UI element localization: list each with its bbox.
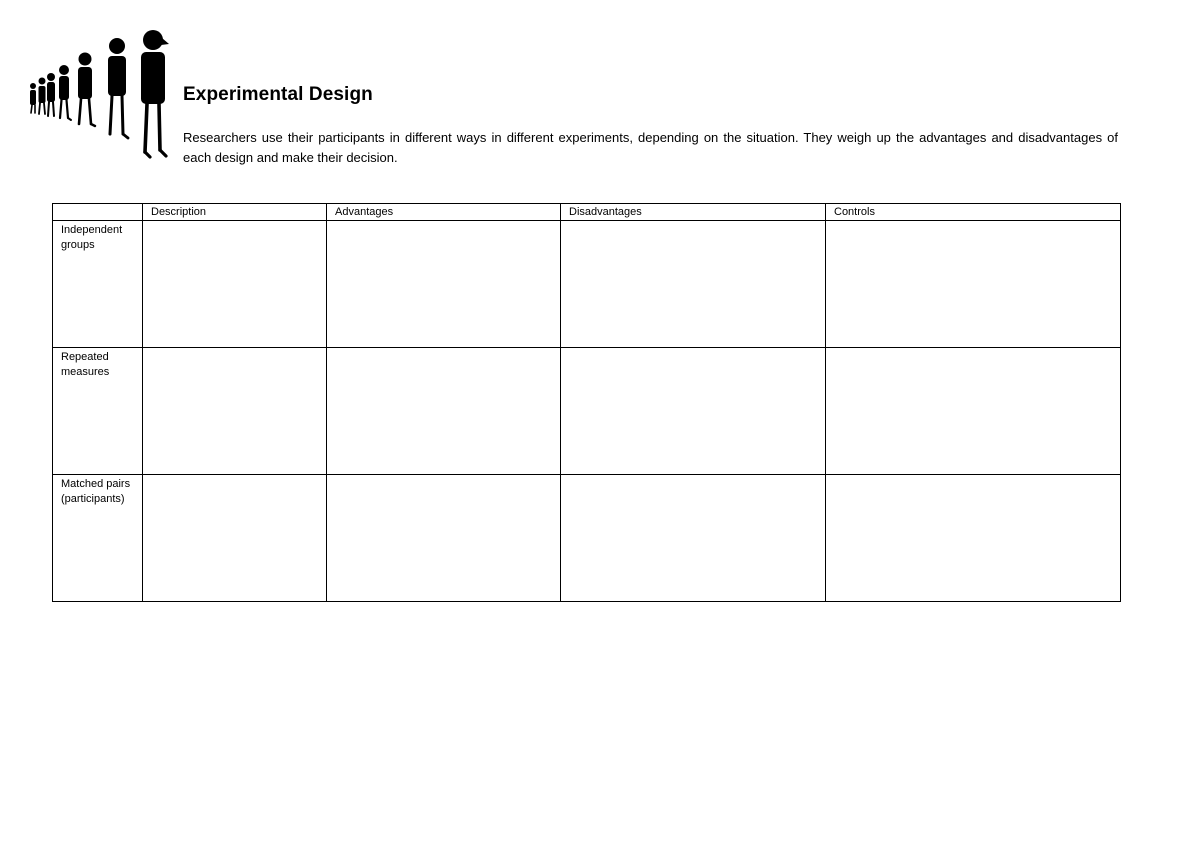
cell-independent-disadvantages[interactable] [561, 221, 826, 348]
cell-repeated-advantages[interactable] [327, 348, 561, 475]
person-figure-3 [47, 73, 55, 116]
person-figure-4 [59, 65, 71, 120]
cell-matched-description[interactable] [143, 475, 327, 602]
experimental-design-table [52, 203, 1121, 602]
line-of-people-icon [26, 26, 176, 166]
intro-paragraph: Researchers use their participants in different ways in different experiments, depending on the situation. They weigh up the advantages and disadvantages of each design and make their decision. [183, 130, 1118, 165]
person-figure-2 [39, 78, 46, 115]
cell-repeated-disadvantages[interactable] [561, 348, 826, 475]
cell-independent-advantages[interactable] [327, 221, 561, 348]
table-header-row [53, 204, 1121, 221]
page-title: Experimental Design [183, 84, 373, 105]
header-controls: Controls [826, 204, 1121, 221]
row-label-independent-groups: Independent groups [53, 221, 143, 348]
header-advantages: Advantages [327, 204, 561, 221]
person-figure-1 [30, 83, 36, 113]
table-row-independent-groups [53, 221, 1121, 348]
row-label-repeated-measures: Repeated measures [53, 348, 143, 475]
cell-repeated-description[interactable] [143, 348, 327, 475]
header-corner-cell [53, 204, 143, 221]
header-disadvantages: Disadvantages [561, 204, 826, 221]
row-label-matched-pairs: Matched pairs (participants) [53, 475, 143, 602]
person-figure-5 [78, 53, 95, 127]
table-row-repeated-measures [53, 348, 1121, 475]
cell-repeated-controls[interactable] [826, 348, 1121, 475]
person-figure-7 [141, 30, 169, 157]
cell-matched-controls[interactable] [826, 475, 1121, 602]
cell-matched-advantages[interactable] [327, 475, 561, 602]
person-figure-6 [108, 38, 128, 138]
cell-independent-description[interactable] [143, 221, 327, 348]
cell-matched-disadvantages[interactable] [561, 475, 826, 602]
header-description: Description [143, 204, 327, 221]
table-row-matched-pairs [53, 475, 1121, 602]
cell-independent-controls[interactable] [826, 221, 1121, 348]
